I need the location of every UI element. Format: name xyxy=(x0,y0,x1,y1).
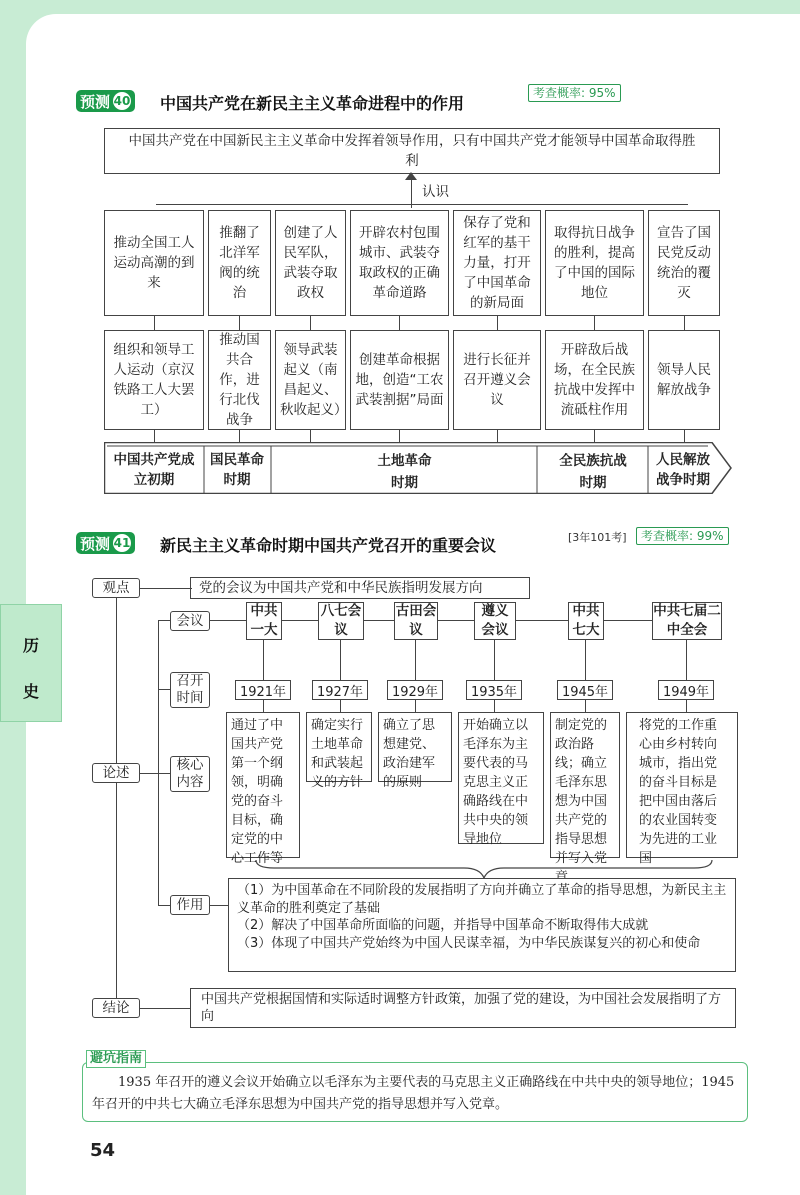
connector xyxy=(263,700,264,712)
period-label: 土地革命 xyxy=(377,453,432,469)
row-label: 会议 xyxy=(170,611,210,631)
action-box: 推动国共合作，进行北伐战争 xyxy=(208,330,271,430)
branch-line xyxy=(158,620,159,906)
role-box: 保存了党和红军的基干力量，打开了中国革命的新局面 xyxy=(453,210,541,316)
role-box: 宣告了国民党反动统治的覆灭 xyxy=(648,210,720,316)
connector xyxy=(282,620,318,621)
meeting-box: 古田会议 xyxy=(395,603,437,638)
period-label: 时期 xyxy=(579,475,607,491)
content-box: 制定党的政治路线；确立毛泽东思想为中国共产党的指导思想并写入党 xyxy=(550,712,620,858)
connector xyxy=(399,316,400,330)
connector xyxy=(686,700,687,712)
exam-probability: 考查概率: 95% xyxy=(528,84,621,102)
meeting-box: 中共七届二中全会 xyxy=(653,603,721,638)
action-box: 开辟敌后战场，在全民族抗战中发挥中流砥柱作用 xyxy=(545,330,644,430)
connector xyxy=(585,640,586,680)
year-box: 1921年 xyxy=(235,680,291,700)
connector xyxy=(494,700,495,712)
badge-number: 41 xyxy=(113,536,131,550)
period-label: 时期 xyxy=(391,475,418,491)
prediction-badge xyxy=(76,532,135,554)
effect-item: （3）体现了中国共产党始终为中国人民谋幸福，为中华民族谋复兴的初心和使命 xyxy=(237,935,701,951)
conclusion-label: 结论 xyxy=(92,998,140,1018)
connector xyxy=(684,316,685,330)
connector xyxy=(263,640,264,680)
effect-item: （1）为中国革命在不同阶段的发展指明了方向并确立了革命的指导思想，为新民主主义革命的胜利奠定了基础 xyxy=(237,883,727,916)
content-box: 通过了中国共产党第一个纲领，明确党的奋斗目标，确定党的中心工作等 xyxy=(226,712,300,858)
connector xyxy=(438,620,474,621)
connector xyxy=(415,700,416,712)
role-box: 取得抗日战争的胜利，提高了中国的国际地位 xyxy=(545,210,644,316)
arrow-up-icon xyxy=(405,172,417,180)
connector xyxy=(340,700,341,712)
section-title: 中国共产党在新民主主义革命进程中的作用 xyxy=(160,94,465,113)
connector xyxy=(415,640,416,680)
year-box: 1935年 xyxy=(466,680,522,700)
connector xyxy=(604,620,652,621)
content-box: 确定实行土地革命和武装起义的方针 xyxy=(306,712,372,782)
connector xyxy=(158,905,170,906)
meeting-box: 遵义会议 xyxy=(474,602,516,640)
arrow-label: 认识 xyxy=(422,184,449,200)
connector xyxy=(210,905,228,906)
viewpoint-box: 党的会议为中国共产党和中华民族指明发展方向 xyxy=(190,577,530,599)
connector xyxy=(686,640,687,680)
role-box: 推翻了北洋军阀的统治 xyxy=(208,210,271,316)
viewpoint-label: 观点 xyxy=(92,578,140,598)
action-box: 领导人民解放战争 xyxy=(648,330,720,430)
year-box: 1949年 xyxy=(658,680,714,700)
connector xyxy=(594,316,595,330)
conclusion-box: 中国共产党根据国情和实际适时调整方针政策，加强了党的建设，为中国社会发展指明了方向 xyxy=(190,988,736,1028)
meeting-box: 中共七大 xyxy=(568,602,604,640)
badge-label: 预测 xyxy=(80,534,111,553)
effect-item: （2）解决了中国革命所面临的问题，并指导中国革命不断取得伟大成就 xyxy=(237,918,649,933)
connector xyxy=(516,620,568,621)
connector xyxy=(140,588,192,589)
brace-icon xyxy=(254,858,714,880)
action-box: 创建革命根据地，创造“工农武装割据”局面 xyxy=(350,330,449,430)
meeting-box: 八七会议 xyxy=(318,602,364,640)
period-label: 人民解放战争时期 xyxy=(656,452,710,488)
section-title: 新民主主义革命时期中国共产党召开的重要会议 xyxy=(160,536,497,555)
exam-probability: 考查概率: 99% xyxy=(636,527,729,545)
note-text: 3年101考 xyxy=(572,531,623,544)
connector xyxy=(497,316,498,330)
connector xyxy=(156,204,688,205)
subject-char: 历 xyxy=(23,636,40,655)
period-label: 全民族抗战 xyxy=(559,453,627,469)
action-box: 进行长征并召开遵义会议 xyxy=(453,330,541,430)
connector xyxy=(140,773,158,774)
connector xyxy=(158,620,170,621)
year-box: 1927年 xyxy=(312,680,368,700)
connector xyxy=(210,620,246,621)
row-label: 作用 xyxy=(170,895,210,915)
content-box: 确立了思想建党、政治建军的原则 xyxy=(378,712,452,782)
summary-box: 中国共产党在中国新民主主义革命中发挥着领导作用，只有中国共产党才能领导中国革命取得胜利 xyxy=(104,128,720,174)
connector xyxy=(340,640,341,680)
connector xyxy=(585,700,586,712)
action-box: 组织和领导工人运动（京汉铁路工人大罢工） xyxy=(104,330,204,430)
content-box: 开始确立以毛泽东为主要代表的马克思主义正确路线在中共中央的领导地位 xyxy=(458,712,544,844)
tip-text: 1935 年召开的遵义会议开始确立以毛泽东为主要代表的马克思主义正确路线在中共中央的领导地位；1945 年召开的中共七大确立毛泽东思想为中国共产党的指导思想并写入党章。 xyxy=(92,1075,735,1112)
year-box: 1929年 xyxy=(387,680,443,700)
subject-tab xyxy=(0,604,62,722)
connector xyxy=(494,640,495,680)
tip-label: 避坑指南 xyxy=(86,1050,146,1068)
role-box: 创建了人民军队，武装夺取政权 xyxy=(275,210,346,316)
discussion-label: 论述 xyxy=(92,763,140,783)
content-box: 将党的工作重心由乡村转向城市，指出党的奋斗目标是把中国由落后的农业国转变为先进的工业国 xyxy=(626,712,738,858)
connector xyxy=(154,316,155,330)
page-number: 54 xyxy=(90,1140,116,1161)
row-label: 核心内容 xyxy=(170,756,210,792)
prediction-badge xyxy=(76,90,135,112)
year-box: 1945年 xyxy=(557,680,613,700)
connector xyxy=(158,689,170,690)
exam-count-note: [3年101考] xyxy=(568,531,627,544)
effects-box xyxy=(228,878,736,972)
connector xyxy=(239,316,240,330)
meeting-box: 中共一大 xyxy=(246,602,282,640)
connector xyxy=(310,316,311,330)
connector xyxy=(364,620,394,621)
badge-label: 预测 xyxy=(80,92,111,111)
badge-number: 40 xyxy=(113,94,131,108)
connector xyxy=(158,773,170,774)
role-box: 推动全国工人运动高潮的到来 xyxy=(104,210,204,316)
row-label: 召开时间 xyxy=(170,672,210,708)
connector xyxy=(140,1008,190,1009)
spine-line xyxy=(116,598,117,1008)
action-box: 领导武装起义（南昌起义、秋收起义） xyxy=(275,330,346,430)
role-box: 开辟农村包围城市、武装夺取政权的正确革命道路 xyxy=(350,210,449,316)
period-label: 国民革命时期 xyxy=(210,452,264,488)
period-label: 中国共产党成立初期 xyxy=(113,452,195,488)
subject-char: 史 xyxy=(23,682,40,701)
